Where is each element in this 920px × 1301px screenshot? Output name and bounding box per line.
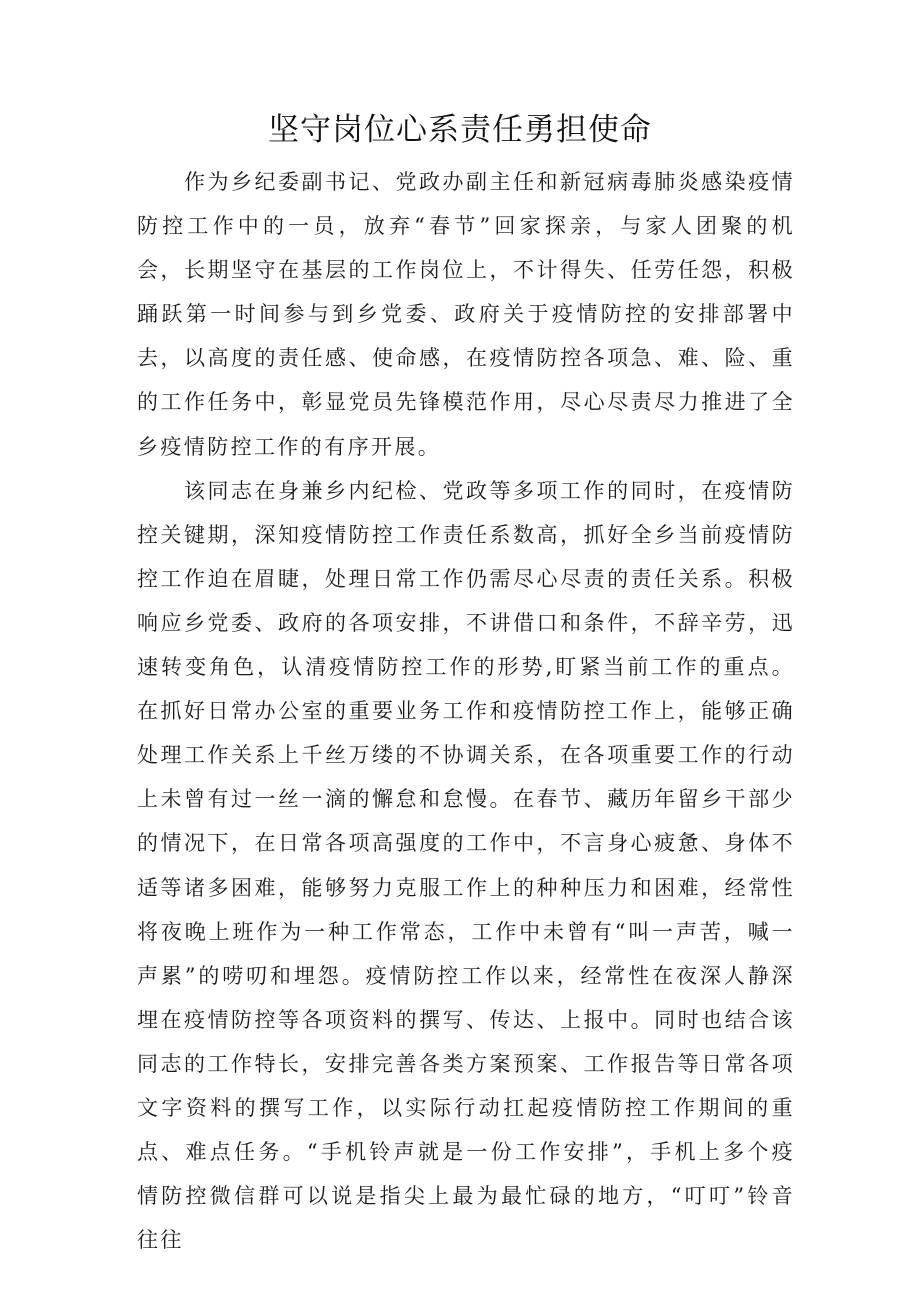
- paragraph-1: 作为乡纪委副书记、党政办副主任和新冠病毒肺炎感染疫情防控工作中的一员，放弃“春节”回家探亲，与家人团聚的机会，长期坚守在基层的工作岗位上，不计得失、任劳任怨，积极踊跃第一时间参与到乡党委、政府关于疫情防控的安排部署中去，以高度的责任感、使命感，在疫情防控各项急、难、险、重的工作任务中，彰显党员先锋模范作用，尽心尽责尽力推进了全乡疫情防控工作的有序开展。: [137, 170, 795, 459]
- document-title: 坚守岗位心系责任勇担使命: [268, 112, 652, 148]
- document-body: [137, 160, 795, 1262]
- paragraph-2: 该同志在身兼乡内纪检、党政等多项工作的同时，在疫情防控关键期，深知疫情防控工作责任系数高，抓好全乡当前疫情防控工作迫在眉睫，处理日常工作仍需尽心尽责的责任关系。积极响应乡党委、政府的各项安排，不讲借口和条件，不辞辛劳，迅速转变角色，认清疫情防控工作的形势,盯紧当前工作的重点。在抓好日常办公室的重要业务工作和疫情防控工作上，能够正确处理工作关系上千丝万缕的不协调关系，在各项重要工作的行动上未曾有过一丝一滴的懈怠和怠慢。在春节、藏历年留乡干部少的情况下，在日常各项高强度的工作中，不言身心疲惫、身体不适等诸多困难，能够努力克服工作上的种种压力和困难，经常性将夜晚上班作为一种工作常态，工作中未曾有“叫一声苦，喊一声累”的唠叨和埋怨。疫情防控工作以来，经常性在夜深人静深埋在疫情防控等各项资料的撰写、传达、上报中。同时也结合该同志的工作特长，安排完善各类方案预案、工作报告等日常各项文字资料的撰写工作，以实际行动扛起疫情防控工作期间的重点、难点任务。“手机铃声就是一份工作安排”，手机上多个疫情防控微信群可以说是指尖上最为最忙碌的地方，“叮叮”铃音往往: [137, 478, 795, 1253]
